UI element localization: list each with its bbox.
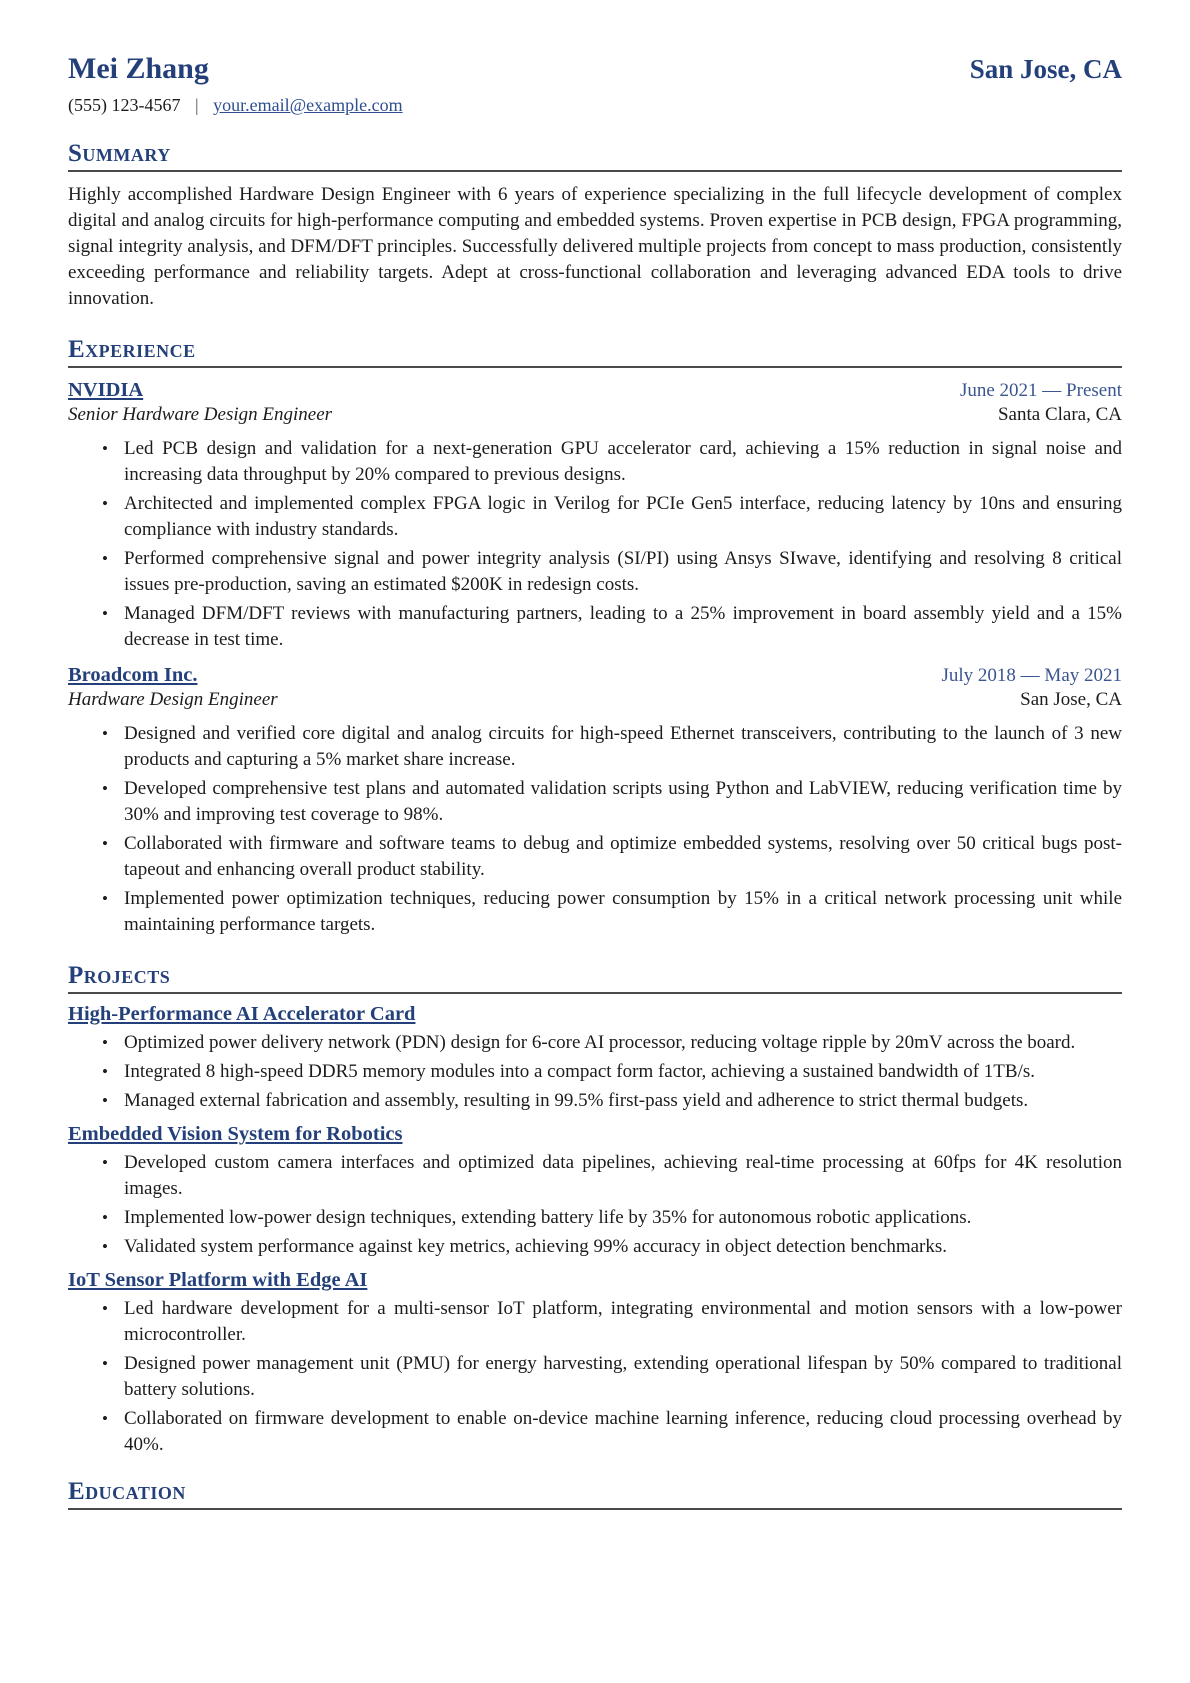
section-title-projects: Projects bbox=[68, 962, 1122, 994]
job-header bbox=[68, 664, 1122, 687]
section-summary bbox=[68, 140, 1122, 312]
section-projects bbox=[68, 962, 1122, 1458]
job-role: Hardware Design Engineer bbox=[68, 689, 278, 710]
bullet-item: • Developed comprehensive test plans and automated validation scripts using Python and LabVIEW, reducing verification time by 30% and improving test coverage to 98%. bbox=[94, 776, 1122, 828]
section-experience bbox=[68, 336, 1122, 938]
company-name: NVIDIA bbox=[68, 379, 144, 401]
job-subheader bbox=[68, 689, 1122, 711]
job-bullets bbox=[68, 436, 1122, 653]
bullet-item: • Led hardware development for a multi-sensor IoT platform, integrating environmental and motion sensors with a low-power microcontroller. bbox=[94, 1296, 1122, 1348]
bullet-item: • Managed external fabrication and assembly, resulting in 99.5% first-pass yield and adherence to strict thermal budgets. bbox=[94, 1088, 1122, 1114]
bullet-item: • Designed and verified core digital and analog circuits for high-speed Ethernet transceivers, contributing to the launch of 3 new products and capturing a 5% market share increase. bbox=[94, 721, 1122, 773]
bullet-item: • Managed DFM/DFT reviews with manufacturing partners, leading to a 25% improvement in board assembly yield and a 15% decrease in test time. bbox=[94, 601, 1122, 653]
bullet-item: • Validated system performance against key metrics, achieving 99% accuracy in object detection benchmarks. bbox=[94, 1234, 1122, 1260]
section-title-experience: Experience bbox=[68, 336, 1122, 368]
phone-number: (555) 123-4567 bbox=[68, 95, 181, 115]
project-embedded-vision bbox=[68, 1123, 1122, 1260]
contact-separator: | bbox=[194, 95, 199, 115]
project-ai-accelerator bbox=[68, 1003, 1122, 1114]
summary-text: Highly accomplished Hardware Design Engineer with 6 years of experience specializing in the full lifecycle development of complex digital and analog circuits for high-performance computing and embedded systems. Proven expertise in PCB design, FPGA programming, signal integrity analysis, and DFM/DFT principles. Successfully delivered multiple projects from concept to mass production, consistently exceeding performance and reliability targets. Adept at cross-functional collaboration and leveraging advanced EDA tools to drive innovation. bbox=[68, 184, 1122, 309]
job-broadcom bbox=[68, 664, 1122, 938]
bullet-item: • Collaborated with firmware and software teams to debug and optimize embedded systems, resolving over 50 critical bugs post-tapeout and enhancing overall product stability. bbox=[94, 831, 1122, 883]
job-header bbox=[68, 379, 1122, 402]
bullet-item: • Integrated 8 high-speed DDR5 memory modules into a compact form factor, achieving a sustained bandwidth of 1TB/s. bbox=[94, 1059, 1122, 1085]
job-nvidia bbox=[68, 379, 1122, 653]
project-bullets bbox=[68, 1150, 1122, 1260]
section-title-education: Education bbox=[68, 1478, 1122, 1510]
job-location: Santa Clara, CA bbox=[997, 404, 1122, 425]
project-name: IoT Sensor Platform with Edge AI bbox=[68, 1269, 368, 1291]
bullet-item: • Collaborated on firmware development to enable on-device machine learning inference, reducing cloud processing overhead by 40%. bbox=[94, 1406, 1122, 1458]
bullet-item: • Designed power management unit (PMU) for energy harvesting, extending operational lifespan by 50% compared to traditional battery solutions. bbox=[94, 1351, 1122, 1403]
bullet-item: • Architected and implemented complex FPGA logic in Verilog for PCIe Gen5 interface, reducing latency by 10ns and ensuring compliance with industry standards. bbox=[94, 491, 1122, 543]
header-location: San Jose, CA bbox=[969, 54, 1122, 84]
bullet-item: • Led PCB design and validation for a next-generation GPU accelerator card, achieving a 15% reduction in signal noise and increasing data throughput by 20% compared to previous designs. bbox=[94, 436, 1122, 488]
job-bullets bbox=[68, 721, 1122, 938]
bullet-item: • Implemented low-power design techniques, extending battery life by 35% for autonomous robotic applications. bbox=[94, 1205, 1122, 1231]
bullet-item: • Developed custom camera interfaces and optimized data pipelines, achieving real-time processing at 60fps for 4K resolution images. bbox=[94, 1150, 1122, 1202]
bullet-item: • Performed comprehensive signal and power integrity analysis (SI/PI) using Ansys SIwave, identifying and resolving 8 critical issues pre-production, saving an estimated $200K in redesign costs. bbox=[94, 546, 1122, 598]
project-iot-sensor bbox=[68, 1269, 1122, 1458]
section-education bbox=[68, 1478, 1122, 1510]
project-bullets bbox=[68, 1296, 1122, 1458]
job-dates: June 2021 — Present bbox=[959, 380, 1122, 401]
bullet-item: • Optimized power delivery network (PDN) design for 6-core AI processor, reducing voltage ripple by 20mV across the board. bbox=[94, 1030, 1122, 1056]
project-name: High-Performance AI Accelerator Card bbox=[68, 1003, 416, 1025]
company-name: Broadcom Inc. bbox=[68, 664, 198, 686]
job-subheader bbox=[68, 404, 1122, 426]
job-role: Senior Hardware Design Engineer bbox=[68, 404, 333, 425]
bullet-item: • Implemented power optimization techniques, reducing power consumption by 15% in a critical network processing unit while maintaining performance targets. bbox=[94, 886, 1122, 938]
job-dates: July 2018 — May 2021 bbox=[941, 665, 1122, 686]
contact-row bbox=[68, 95, 1122, 116]
resume-name: Mei Zhang bbox=[68, 52, 209, 85]
email-link[interactable]: your.email@example.com bbox=[213, 95, 403, 115]
project-bullets bbox=[68, 1030, 1122, 1114]
project-name: Embedded Vision System for Robotics bbox=[68, 1123, 403, 1145]
section-title-summary: Summary bbox=[68, 140, 1122, 172]
header bbox=[68, 52, 1122, 86]
job-location: San Jose, CA bbox=[1020, 689, 1122, 710]
